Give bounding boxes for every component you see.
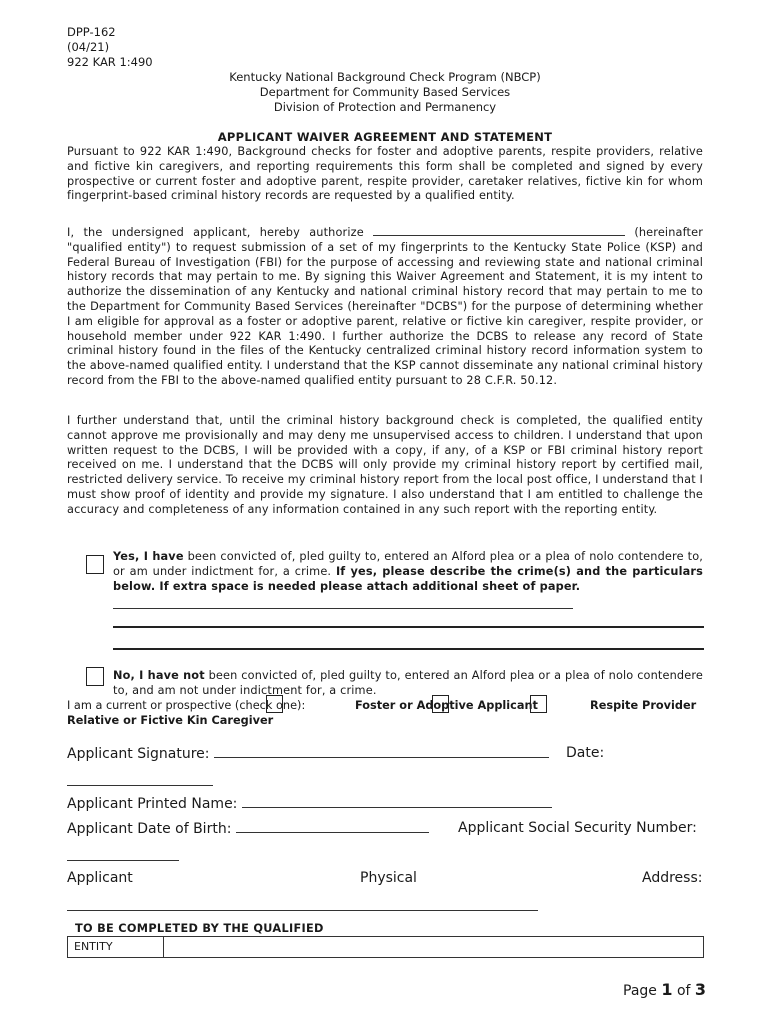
yes-body: been convicted of, pled guilty to, entered an Alford plea or a plea of nolo contendere to, or am under indictment for, a crime. bbox=[113, 550, 703, 578]
form-revision: (04/21) bbox=[67, 40, 110, 54]
form-title: APPLICANT WAIVER AGREEMENT AND STATEMENT bbox=[217, 130, 553, 144]
address-label-address: Address: bbox=[642, 870, 703, 886]
applicant-type-prompt: I am a current or prospective (check one): bbox=[67, 699, 306, 712]
agency-division: Division of Protection and Permanency bbox=[273, 100, 497, 114]
qualified-entity-table bbox=[67, 936, 704, 958]
yes-option-text bbox=[113, 550, 703, 594]
date-label: Date: bbox=[566, 745, 605, 761]
intro-paragraph: Pursuant to 922 KAR 1:490, Background checks for foster and adoptive parents, respite providers, relative and fictive kin caregivers, and reporting requirements this form shall be completed and signed by every prospective or current foster and adoptive parent, respite provider, caretaker relatives, fictive kin for whom fingerprint-based criminal history records are requested by a qualified entity. bbox=[67, 145, 703, 203]
respite-provider-checkbox[interactable] bbox=[530, 695, 547, 713]
signature-field[interactable] bbox=[214, 744, 549, 758]
foster-adoptive-checkbox[interactable] bbox=[432, 695, 449, 713]
ssn-field[interactable] bbox=[67, 860, 179, 861]
yes-instructions: If yes, please describe the crime(s) and the particulars below. If extra space is needed please attach additional sheet of paper. bbox=[113, 564, 703, 593]
address-field[interactable] bbox=[67, 910, 538, 911]
address-label-physical: Physical bbox=[360, 870, 417, 886]
crime-description-line-3[interactable] bbox=[113, 648, 704, 650]
qualified-entity-heading: TO BE COMPLETED BY THE QUALIFIED bbox=[75, 922, 324, 935]
address-label-applicant: Applicant bbox=[67, 870, 133, 886]
understanding-paragraph: I further understand that, until the criminal history background check is completed, the qualified entity cannot approve me provisionally and may deny me unsupervised access to children. I understand that upon written request to the DCBS, I will be provided with a copy, if any, of a KSP or FBI criminal history report received on me. I understand that the DCBS will only provide my criminal history report by certified mail, restricted delivery service. To receive my criminal history report from the local post office, I understand that I must show proof of identity and provide my signature. I also understand that I am entitled to challenge the accuracy and completeness of any information contained in any such report with the reporting entity. bbox=[67, 414, 703, 516]
authorization-paragraph bbox=[67, 222, 703, 389]
relative-caregiver-label: Relative or Fictive Kin Caregiver bbox=[67, 714, 274, 727]
agency-program: Kentucky National Background Check Program (NBCP) bbox=[229, 70, 541, 84]
dob-label: Applicant Date of Birth: bbox=[67, 819, 429, 838]
date-field[interactable] bbox=[67, 785, 213, 786]
entity-label: ENTITY bbox=[74, 940, 113, 953]
respite-provider-label: Respite Provider bbox=[590, 699, 697, 712]
entity-value-cell[interactable] bbox=[164, 937, 703, 957]
signature-label: Applicant Signature: bbox=[67, 744, 549, 763]
no-lead: No, I have not bbox=[113, 669, 205, 682]
form-regulation: 922 KAR 1:490 bbox=[67, 55, 153, 69]
printed-name-field[interactable] bbox=[242, 794, 552, 808]
authorization-lead: I, the undersigned applicant, hereby authorize bbox=[67, 226, 364, 239]
no-body: been convicted of, pled guilty to, entered an Alford plea or a plea of nolo contendere to, and am not under indictment for, a crime. bbox=[113, 669, 703, 697]
form-id: DPP-162 bbox=[67, 25, 116, 39]
entity-label-cell bbox=[68, 937, 164, 957]
page-indicator: Page 1 of 3 bbox=[623, 980, 707, 999]
no-option-text bbox=[113, 669, 703, 699]
crime-description-line-1[interactable] bbox=[113, 608, 573, 609]
relative-caregiver-checkbox[interactable] bbox=[266, 695, 283, 713]
printed-name-label: Applicant Printed Name: bbox=[67, 794, 552, 813]
no-checkbox[interactable] bbox=[86, 667, 104, 686]
qualified-entity-blank[interactable] bbox=[373, 222, 625, 236]
agency-department: Department for Community Based Services bbox=[259, 85, 511, 99]
crime-description-line-2[interactable] bbox=[113, 626, 704, 628]
ssn-label: Applicant Social Security Number: bbox=[458, 820, 697, 836]
yes-checkbox[interactable] bbox=[86, 555, 104, 574]
authorization-body: (hereinafter "qualified entity") to request submission of a set of my fingerprints to the Kentucky State Police (KSP) and Federal Bureau of Investigation (FBI) for the purpose of accessing and reviewing state and national criminal history records that may pertain to me. By signing this Waiver Agreement and Statement, it is my intent to authorize the dissemination of any Kentucky and national criminal history record that may pertain to me to the Department for Community Based Services (hereinafter "DCBS") for the purpose of determining whether I am eligible for approval as a foster or adoptive parent, relative or fictive kin caregiver, respite provider, or household member under 922 KAR 1:490. I further authorize the DCBS to release any record of State criminal history found in the files of the Kentucky centralized criminal history record information system to the above-named qualified entity. I understand that the KSP cannot disseminate any national criminal history record from the FBI to the above-named qualified entity pursuant to 28 C.F.R. 50.12. bbox=[67, 226, 703, 387]
yes-lead: Yes, I have bbox=[113, 550, 184, 563]
dob-field[interactable] bbox=[236, 819, 429, 833]
foster-adoptive-label: Foster or Adoptive Applicant bbox=[355, 699, 538, 712]
